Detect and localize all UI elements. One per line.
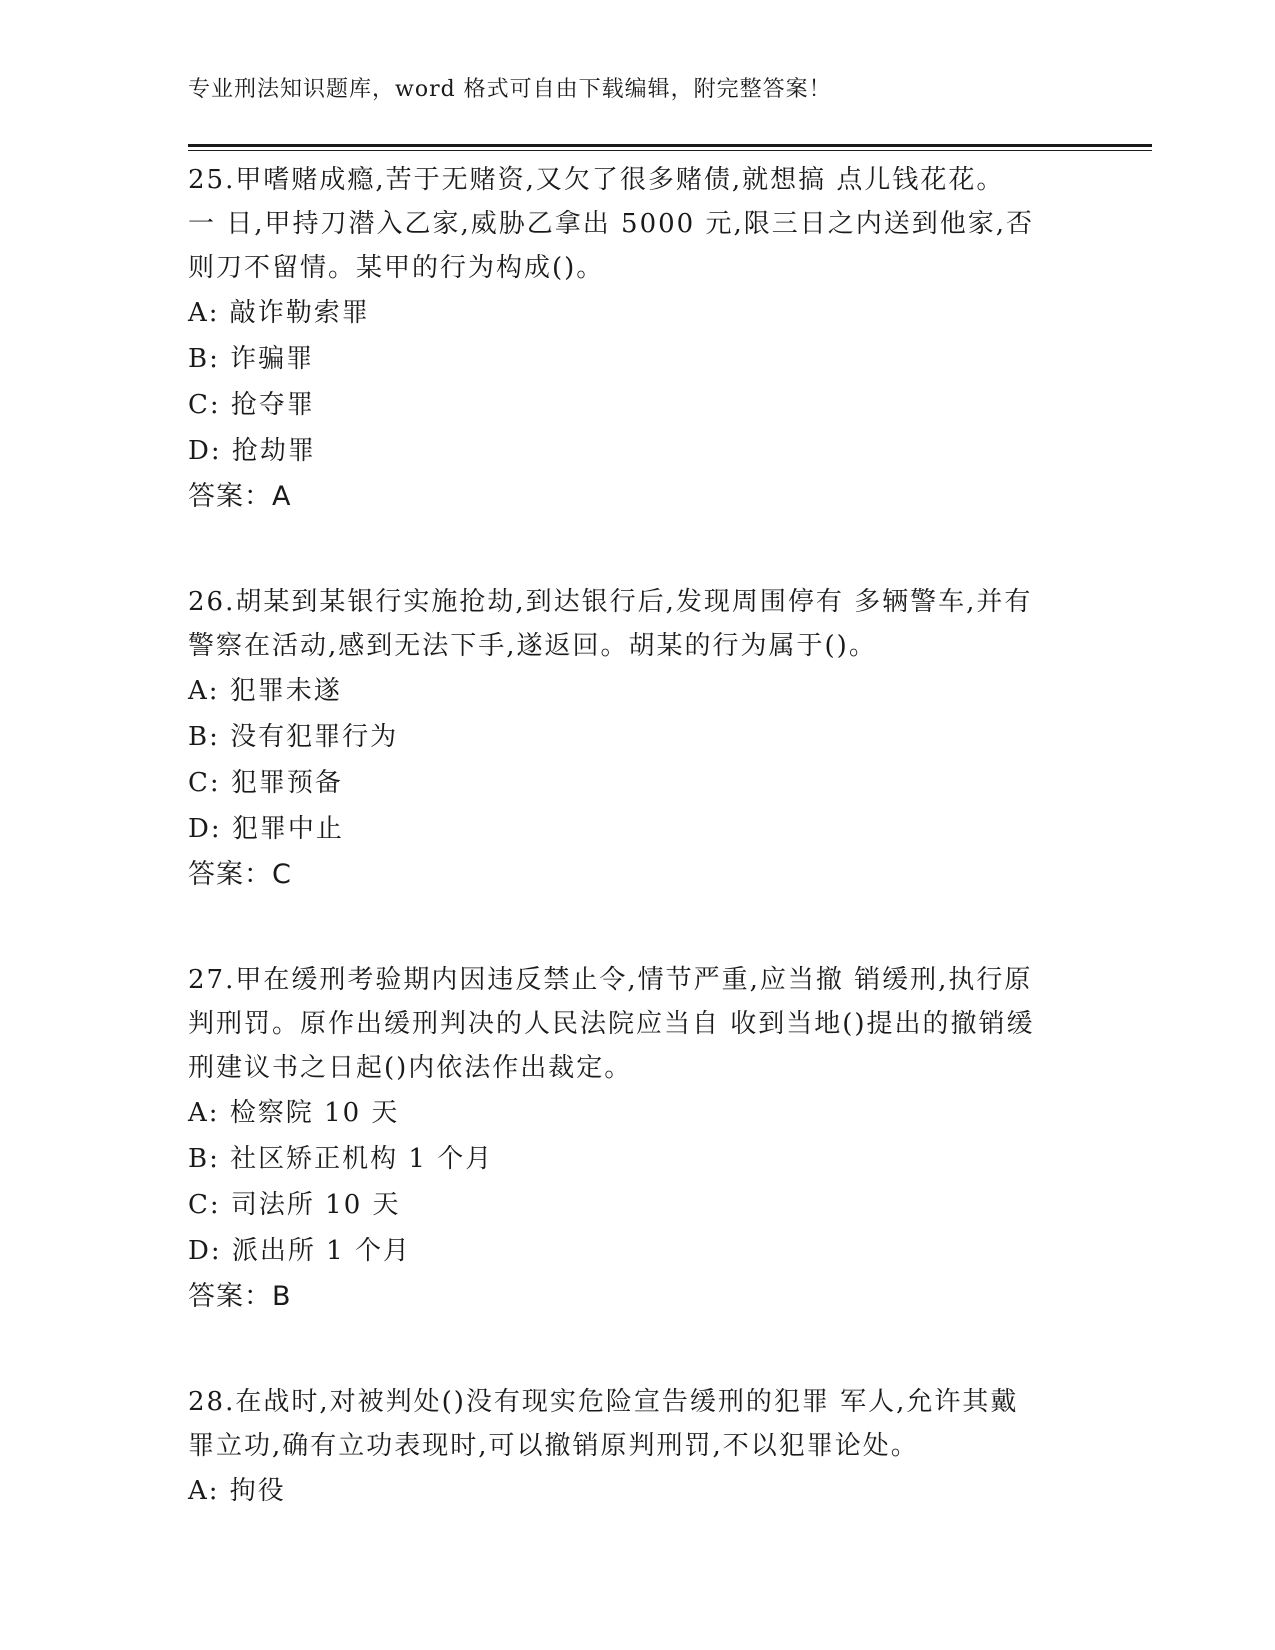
question-text-line: 刑建议书之日起()内依法作出裁定。 (188, 1053, 633, 1083)
spacer (188, 1320, 1088, 1380)
spacer (188, 898, 1088, 958)
spacer (188, 520, 1088, 580)
question-text-line: 警察在活动,感到无法下手,遂返回。胡某的行为属于()。 (188, 631, 877, 661)
option-c: C: 犯罪预备 (188, 768, 343, 798)
page-header: 专业刑法知识题库，word 格式可自由下载编辑，附完整答案！ (188, 77, 832, 102)
option-a: A: 检察院 10 天 (188, 1098, 400, 1128)
option-b: B: 社区矫正机构 1 个月 (188, 1144, 494, 1174)
question-text-line: 26.胡某到某银行实施抢劫,到达银行后,发现周围停有 多辆警车,并有 (188, 587, 1033, 617)
question-text-line: 27.甲在缓刑考验期内因违反禁止令,情节严重,应当撤 销缓刑,执行原 (188, 965, 1033, 995)
option-a: A: 犯罪未遂 (188, 676, 342, 706)
header-rule-thin (188, 150, 1152, 151)
option-c: C: 抢夺罪 (188, 390, 315, 420)
question-text-line: 25.甲嗜赌成瘾,苦于无赌资,又欠了很多赌债,就想搞 点儿钱花花。 (188, 165, 1005, 195)
option-d: D: 抢劫罪 (188, 436, 316, 466)
option-a: A: 敲诈勒索罪 (188, 298, 370, 328)
question-list (188, 158, 1088, 1514)
option-c: C: 司法所 10 天 (188, 1190, 401, 1220)
option-d: D: 派出所 1 个月 (188, 1236, 411, 1266)
question-text-line: 判刑罚。原作出缓刑判决的人民法院应当自 收到当地()提出的撤销缓 (188, 1009, 1035, 1039)
question-text-line: 罪立功,确有立功表现时,可以撤销原判刑罚,不以犯罪论处。 (188, 1431, 919, 1461)
question-text-line: 则刀不留情。某甲的行为构成()。 (188, 253, 605, 283)
question-text-line: 一 日,甲持刀潜入乙家,威胁乙拿出 5000 元,限三日之内送到他家,否 (188, 209, 1035, 239)
question-26 (188, 580, 1088, 898)
option-b: B: 诈骗罪 (188, 344, 315, 374)
option-b: B: 没有犯罪行为 (188, 722, 399, 752)
answer: 答案：B (188, 1281, 292, 1312)
option-a: A: 拘役 (188, 1476, 286, 1506)
question-28 (188, 1380, 1088, 1514)
answer: 答案：A (188, 481, 292, 512)
option-d: D: 犯罪中止 (188, 814, 344, 844)
question-text-line: 28.在战时,对被判处()没有现实危险宣告缓刑的犯罪 军人,允许其戴 (188, 1387, 1019, 1417)
header-rule-thick (188, 144, 1152, 147)
answer: 答案：C (188, 859, 292, 890)
question-25 (188, 158, 1088, 520)
question-27 (188, 958, 1088, 1320)
